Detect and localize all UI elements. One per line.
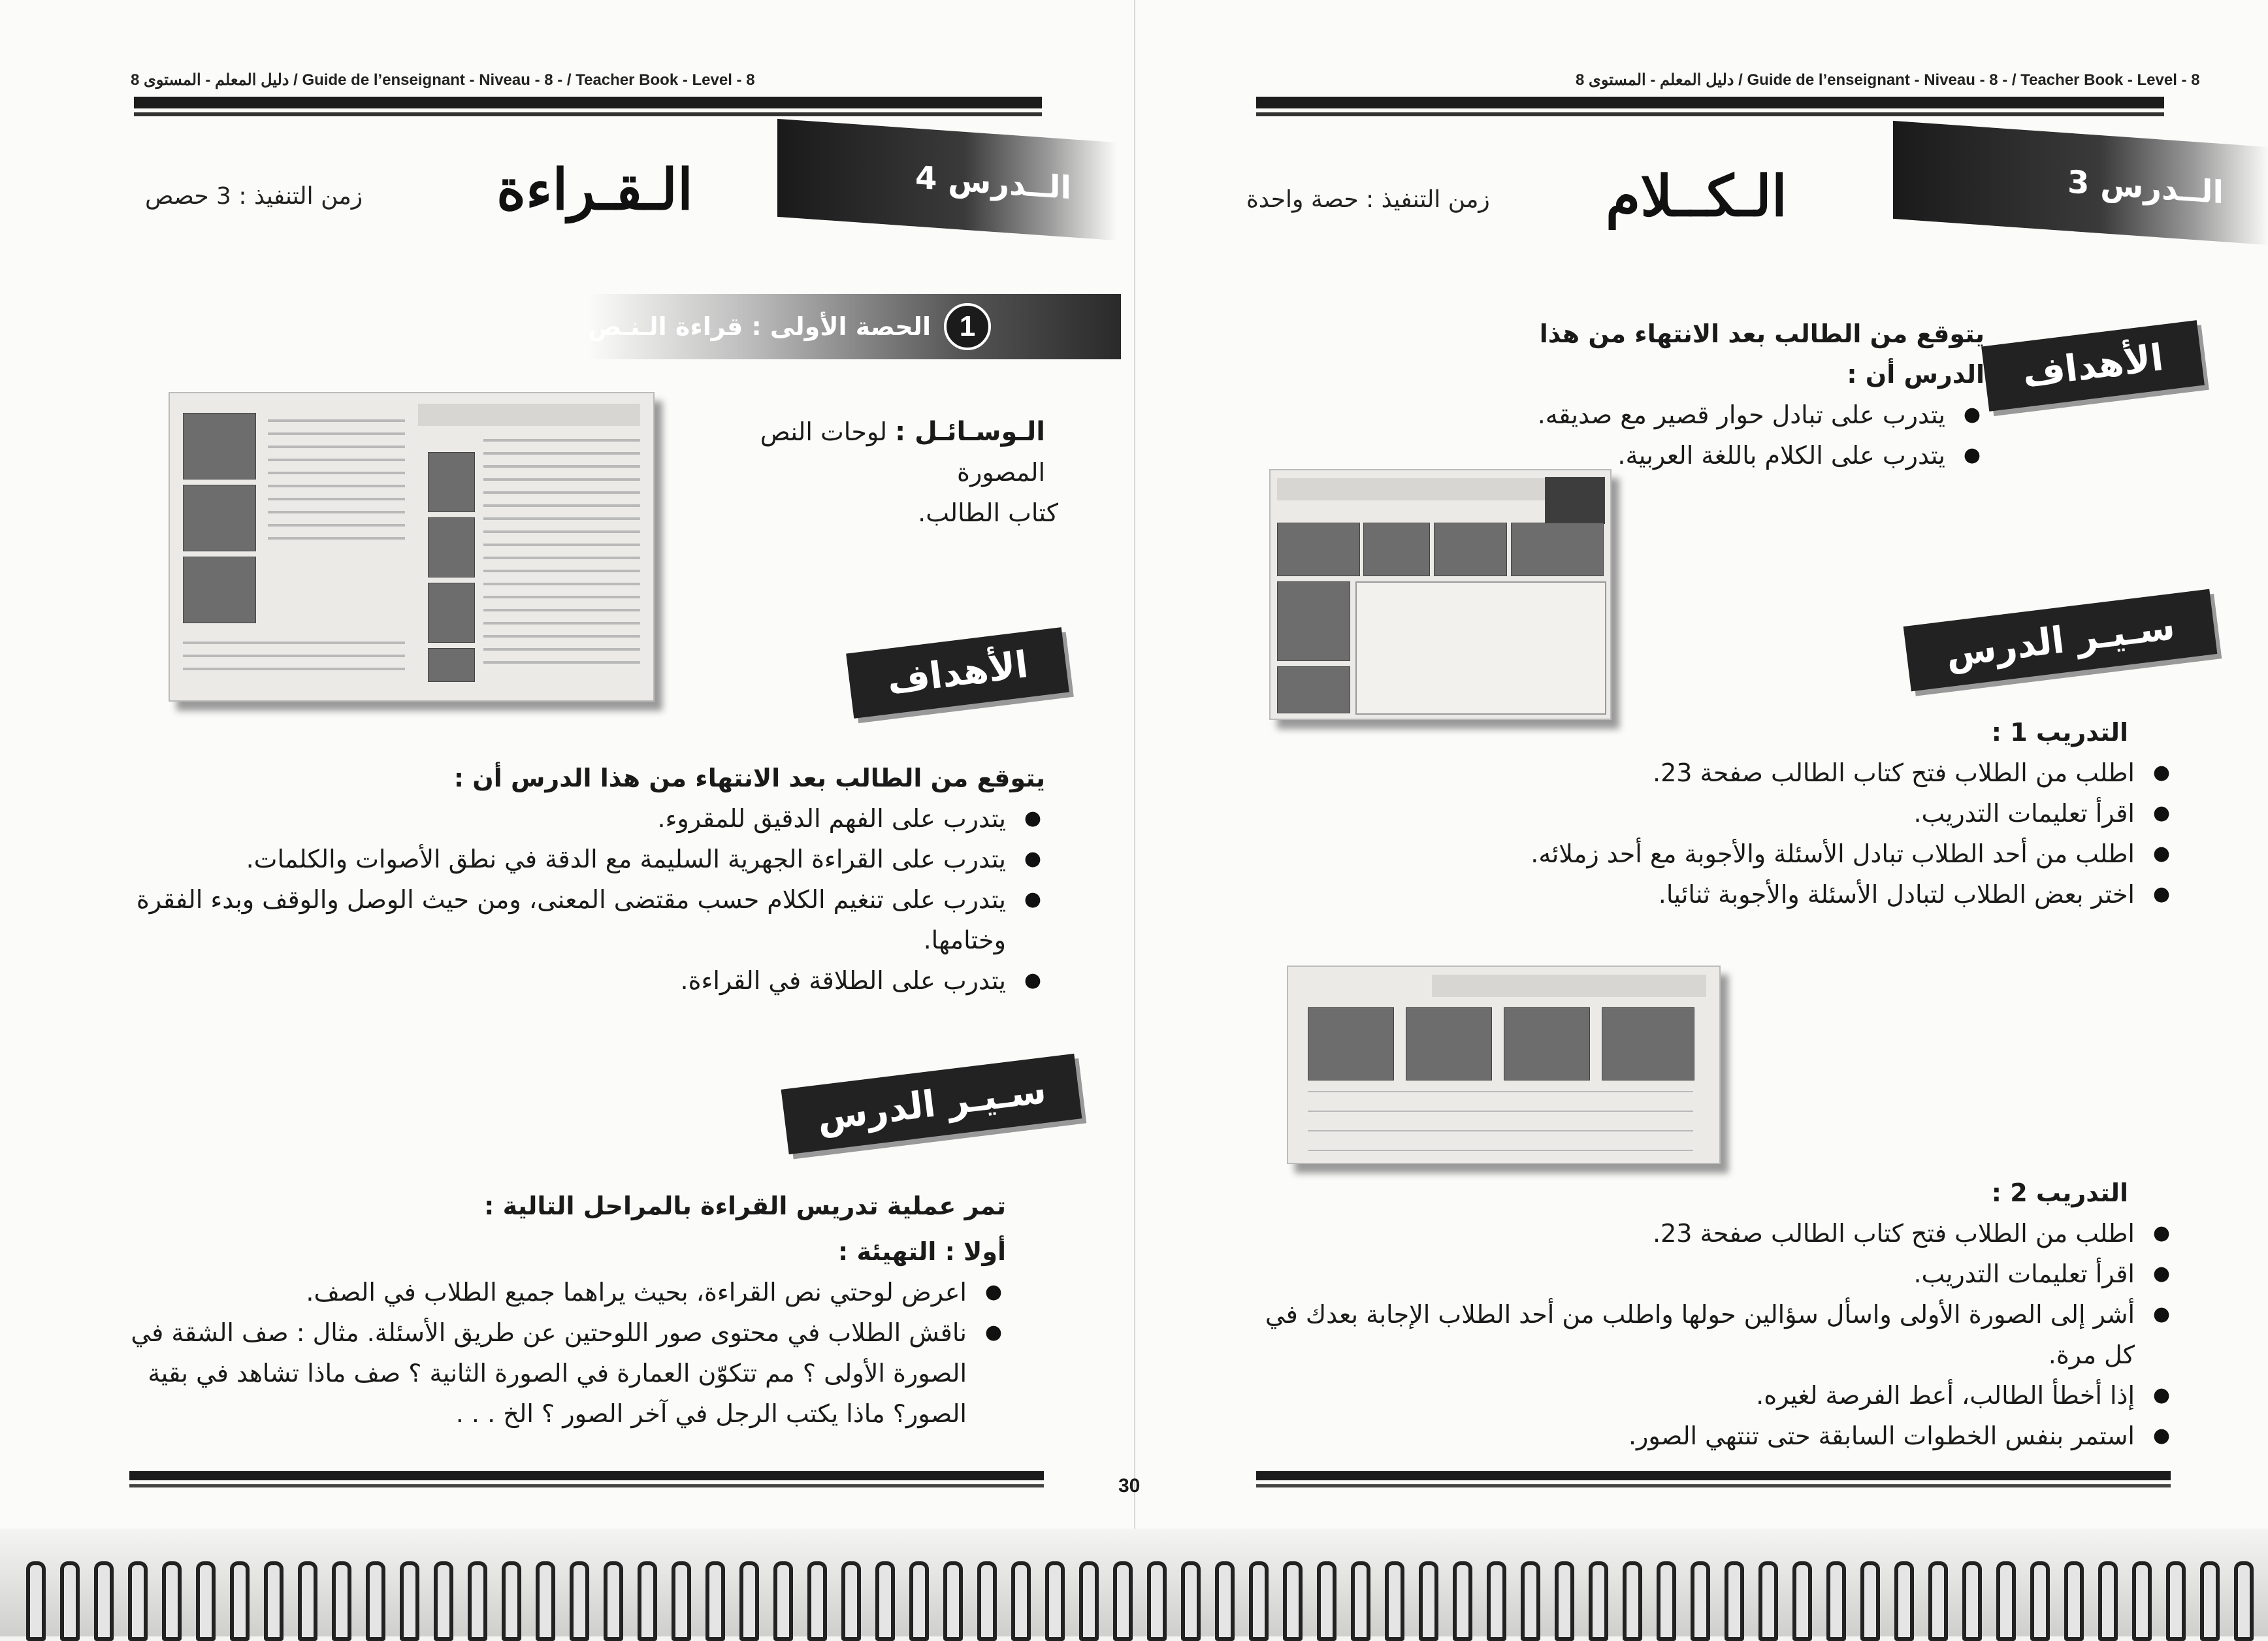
exercise-item: ● اقرأ تعليمات التدريب. xyxy=(1475,793,2174,834)
stage-item: ● ناقش الطلاب في محتوى صور اللوحتين عن طريق الأسئلة. مثال : صف الشقة في الصورة الأولى ؟ مم تتكوّن العمارة في الصورة الثانية ؟ صف ماذا تشاهد في بقية الصور؟ ماذا يكتب الرجل في آخر الصور ؟ الخ . . . xyxy=(118,1312,1006,1434)
goal-item: ● يتدرب على القراءة الجهرية السليمة مع الدقة في نطق الأصوات والكلمات. xyxy=(131,839,1045,879)
footer-rule xyxy=(129,1471,1044,1480)
binding-ring xyxy=(1487,1561,1506,1641)
execution-time: زمن التنفيذ : 3 حصص xyxy=(145,183,363,210)
binding-ring xyxy=(1283,1561,1303,1641)
binding-ring xyxy=(705,1561,725,1641)
binding-ring xyxy=(264,1561,284,1641)
binding-ring xyxy=(1181,1561,1201,1641)
goal-item: ● يتدرب على الطلاقة في القراءة. xyxy=(131,960,1045,1001)
binding-ring xyxy=(1249,1561,1269,1641)
goal-item: ● يتدرب على الفهم الدقيق للمقروء. xyxy=(131,798,1045,839)
binding-ring xyxy=(1860,1561,1880,1641)
header-rule-thin xyxy=(1256,112,2164,116)
exercise-item: ● استمر بنفس الخطوات السابقة حتى تنتهي الصور. xyxy=(1253,1416,2174,1456)
exercise-2-list xyxy=(1253,1213,2174,1456)
binding-ring xyxy=(2166,1561,2186,1641)
binding-ring xyxy=(1011,1561,1031,1641)
binding-ring xyxy=(1317,1561,1336,1641)
binding-ring xyxy=(332,1561,351,1641)
binding-ring xyxy=(773,1561,793,1641)
binding-ring xyxy=(1928,1561,1948,1641)
goals-section xyxy=(1462,314,1984,476)
goals-badge-label: الأهداف xyxy=(884,643,1031,703)
binding-ring xyxy=(1453,1561,1472,1641)
lesson-banner xyxy=(1893,121,2268,245)
stage-1-list xyxy=(118,1272,1006,1434)
header-rule xyxy=(1256,97,2164,108)
tools-line-1: لوحات النص المصورة xyxy=(760,417,1045,487)
exercise-1-section xyxy=(1475,712,2174,915)
binding-ring xyxy=(1826,1561,1846,1641)
footer-rule-thin xyxy=(129,1484,1044,1487)
process-badge xyxy=(781,1054,1082,1154)
binding-ring xyxy=(1385,1561,1404,1641)
binding-ring xyxy=(196,1561,216,1641)
binding-ring xyxy=(1691,1561,1710,1641)
binding-ring xyxy=(230,1561,250,1641)
binding-ring xyxy=(2234,1561,2254,1641)
binding-ring xyxy=(162,1561,182,1641)
exercise-item: ● اطلب من الطلاب فتح كتاب الطالب صفحة 23. xyxy=(1253,1213,2174,1254)
binding-ring xyxy=(1045,1561,1065,1641)
execution-time: زمن التنفيذ : حصة واحدة xyxy=(1246,186,1490,213)
binding-ring xyxy=(1996,1561,2016,1641)
binding-ring xyxy=(1079,1561,1099,1641)
exercise-item: ● أشر إلى الصورة الأولى واسأل سؤالين حولها واطلب من أحد الطلاب الإجابة بعدك في كل مرة. xyxy=(1253,1294,2174,1375)
binding-ring xyxy=(1521,1561,1540,1641)
footer-rule xyxy=(1256,1471,2171,1480)
binding-ring xyxy=(1147,1561,1167,1641)
exercise-item: ● اطلب من الطلاب فتح كتاب الطالب صفحة 23. xyxy=(1475,753,2174,793)
binding-ring xyxy=(1215,1561,1235,1641)
binding-ring xyxy=(434,1561,453,1641)
binding-ring xyxy=(2064,1561,2084,1641)
goals-badge-label: الأهداف xyxy=(2020,336,2166,396)
binding-ring xyxy=(400,1561,419,1641)
binding-ring xyxy=(1725,1561,1744,1641)
binding-ring xyxy=(128,1561,148,1641)
binding-ring xyxy=(2098,1561,2118,1641)
goal-item: ● يتدرب على تنغيم الكلام حسب مقتضى المعنى، ومن حيث الوصل والوقف وبدء الفقرة وختامها. xyxy=(131,879,1045,960)
tools-line-2: كتاب الطالب. xyxy=(918,498,1058,527)
binding-ring xyxy=(1894,1561,1914,1641)
goals-intro: يتوقع من الطالب بعد الانتهاء من هذا الدرس أن : xyxy=(1539,319,1984,389)
stage-item: ● اعرض لوحتي نص القراءة، بحيث يراهما جميع الطلاب في الصف. xyxy=(118,1272,1006,1312)
tools-label: الـوسـائـل : xyxy=(895,417,1045,447)
page-header: دليل المعلم - المستوى 8 / Guide de l’enseignant - Niveau - 8 - / Teacher Book - Level - 8 xyxy=(131,71,755,89)
header-rule xyxy=(134,97,1042,108)
process-badge-label: سـيـر الدرس xyxy=(815,1069,1048,1139)
binding-ring xyxy=(570,1561,589,1641)
binding-ring xyxy=(1792,1561,1812,1641)
session-label: الحصة الأولى : قراءة الـنـص xyxy=(588,312,931,341)
binding-ring xyxy=(26,1561,46,1641)
goal-item: ● يتدرب على الكلام باللغة العربية. xyxy=(1462,435,1984,476)
binding-ring xyxy=(502,1561,521,1641)
binding-ring xyxy=(1623,1561,1642,1641)
session-number: 1 xyxy=(944,303,991,350)
process-badge-label: سـيـر الدرس xyxy=(1943,605,2177,675)
goals-list xyxy=(131,798,1045,1001)
header-rule-thin xyxy=(134,112,1042,116)
exercise-2-section xyxy=(1253,1173,2174,1456)
lesson-banner xyxy=(777,119,1117,240)
exercise-item: ● اطلب من أحد الطلاب تبادل الأسئلة والأجوبة مع أحد زملائه. xyxy=(1475,834,2174,874)
left-page xyxy=(0,0,1134,1529)
process-intro: تمر عملية تدريس القراءة بالمراحل التالية : xyxy=(484,1192,1006,1220)
binding-ring xyxy=(1419,1561,1438,1641)
goal-item: ● يتدرب على تبادل حوار قصير مع صديقه. xyxy=(1462,395,1984,435)
goals-badge xyxy=(1981,320,2205,412)
tools-section xyxy=(679,412,1058,533)
binding-ring xyxy=(1351,1561,1370,1641)
binding-ring xyxy=(468,1561,487,1641)
page-header: دليل المعلم - المستوى 8 / Guide de l’enseignant - Niveau - 8 - / Teacher Book - Level - 8 xyxy=(1576,71,2200,89)
stage-1-title: أولا : التهيئة : xyxy=(838,1237,1006,1266)
binding-ring xyxy=(943,1561,963,1641)
lesson-title: الـقـراءة xyxy=(496,157,693,223)
goals-intro: يتوقع من الطالب بعد الانتهاء من هذا الدرس أن : xyxy=(453,764,1045,792)
exercise-item: ● اقرأ تعليمات التدريب. xyxy=(1253,1254,2174,1294)
binding-ring xyxy=(60,1561,80,1641)
lesson-title: الـكــلام xyxy=(1606,163,1787,229)
process-section xyxy=(118,1186,1006,1434)
page-number: 30 xyxy=(1118,1475,1141,1497)
textbook-thumbnail xyxy=(169,392,655,702)
binding-ring xyxy=(977,1561,997,1641)
binding-ring xyxy=(841,1561,861,1641)
exercise-1-title: التدريب 1 : xyxy=(1991,718,2128,747)
binding-ring xyxy=(2030,1561,2050,1641)
lesson-label: الــدرس 4 xyxy=(915,159,1071,207)
exercise-2-title: التدريب 2 : xyxy=(1991,1178,2128,1207)
binding-ring xyxy=(366,1561,385,1641)
binding-ring xyxy=(1758,1561,1778,1641)
binding-ring xyxy=(739,1561,759,1641)
session-bar xyxy=(588,294,1121,359)
exercise-item: ● اختر بعض الطلاب لتبادل الأسئلة والأجوبة ثنائيا. xyxy=(1475,874,2174,915)
binding-ring xyxy=(1555,1561,1574,1641)
binding-ring xyxy=(875,1561,895,1641)
binding-ring xyxy=(638,1561,657,1641)
exercise-item: ● إذا أخطأ الطالب، أعط الفرصة لغيره. xyxy=(1253,1375,2174,1416)
process-badge xyxy=(1904,589,2218,692)
binding-ring xyxy=(1589,1561,1608,1641)
binding-ring xyxy=(298,1561,317,1641)
binding-ring xyxy=(909,1561,929,1641)
goals-list xyxy=(1462,395,1984,476)
goals-badge xyxy=(846,627,1069,719)
binding-ring xyxy=(672,1561,691,1641)
binding-ring xyxy=(94,1561,114,1641)
right-page xyxy=(1134,0,2268,1529)
lesson-label: الــدرس 3 xyxy=(2067,163,2224,212)
binding-ring xyxy=(2200,1561,2220,1641)
binding-ring xyxy=(536,1561,555,1641)
exercise-2-thumbnail xyxy=(1287,966,1721,1164)
binding-ring xyxy=(1657,1561,1676,1641)
goals-section xyxy=(131,758,1045,1001)
binding-ring xyxy=(2132,1561,2152,1641)
exercise-1-list xyxy=(1475,753,2174,915)
binding-ring xyxy=(1113,1561,1133,1641)
binding-ring xyxy=(604,1561,623,1641)
footer-rule-thin xyxy=(1256,1484,2171,1487)
binding-ring xyxy=(807,1561,827,1641)
binding-ring xyxy=(1962,1561,1982,1641)
exercise-1-thumbnail xyxy=(1269,469,1612,720)
